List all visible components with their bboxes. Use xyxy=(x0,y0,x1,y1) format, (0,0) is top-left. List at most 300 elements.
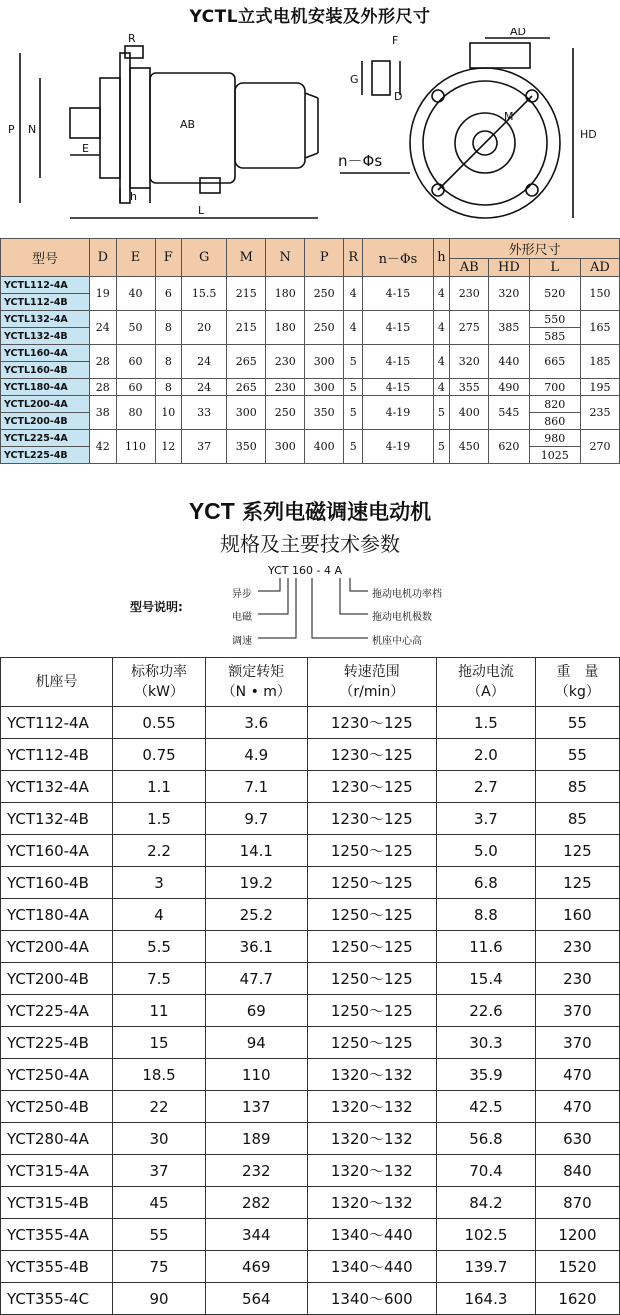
spec-cell: YCT355-4C xyxy=(1,1283,113,1315)
spec-cell: 5.0 xyxy=(437,835,536,867)
legend-label: 型号说明: xyxy=(130,600,183,614)
spec-header-unit: （kg） xyxy=(554,684,600,700)
spec-row xyxy=(1,771,620,803)
dim-cell-l: 585 xyxy=(529,328,580,345)
dim-cell: 4 xyxy=(433,277,450,311)
spec-header-name: 拖动电流 xyxy=(457,664,514,680)
spec-cell: 42.5 xyxy=(437,1091,536,1123)
dim-cell-l: 700 xyxy=(529,379,580,396)
spec-cell: 2.2 xyxy=(113,835,206,867)
spec-cell: 19.2 xyxy=(206,867,307,899)
dim-cell-l: 665 xyxy=(529,345,580,379)
spec-row xyxy=(1,1091,620,1123)
dim-cell: 350 xyxy=(305,396,344,430)
spec-cell: 90 xyxy=(113,1283,206,1315)
dim-cell: 320 xyxy=(450,345,489,379)
spec-header-unit: （A） xyxy=(467,684,505,700)
spec-cell: 2.7 xyxy=(437,771,536,803)
spec-cell: YCT315-4A xyxy=(1,1155,113,1187)
label-l: L xyxy=(198,204,205,217)
dim-cell: 4-15 xyxy=(363,379,433,396)
dim-header-col: G xyxy=(182,239,227,277)
spec-cell: 1520 xyxy=(535,1251,619,1283)
spec-cell: YCT160-4B xyxy=(1,867,113,899)
spec-table xyxy=(0,657,620,1315)
dim-row xyxy=(1,311,620,328)
spec-cell: YCT132-4B xyxy=(1,803,113,835)
spec-cell: 870 xyxy=(535,1187,619,1219)
spec-header xyxy=(307,658,437,707)
spec-cell: 1.5 xyxy=(113,803,206,835)
spec-cell: 36.1 xyxy=(206,931,307,963)
dim-cell: 230 xyxy=(450,277,489,311)
spec-cell: 85 xyxy=(535,803,619,835)
dim-cell-ad: 270 xyxy=(580,430,619,464)
spec-row xyxy=(1,963,620,995)
spec-header xyxy=(437,658,536,707)
label-g: G xyxy=(350,73,359,86)
spec-cell: 1230～125 xyxy=(307,771,437,803)
spec-cell: 230 xyxy=(535,963,619,995)
spec-cell: 85 xyxy=(535,771,619,803)
dim-cell: 5 xyxy=(344,379,363,396)
spec-row xyxy=(1,899,620,931)
dim-model: YCTL225-4B xyxy=(1,447,90,464)
spec-cell: 22.6 xyxy=(437,995,536,1027)
dim-cell: 28 xyxy=(90,379,117,396)
spec-cell: 3 xyxy=(113,867,206,899)
spec-row xyxy=(1,835,620,867)
spec-row xyxy=(1,931,620,963)
dim-cell: 4-15 xyxy=(363,277,433,311)
dim-cell-ad: 195 xyxy=(580,379,619,396)
spec-cell: 344 xyxy=(206,1219,307,1251)
dim-model: YCTL200-4A xyxy=(1,396,90,413)
spec-header-name: 额定转矩 xyxy=(228,664,285,680)
dim-cell: 620 xyxy=(489,430,529,464)
spec-cell: YCT355-4A xyxy=(1,1219,113,1251)
spec-cell: 45 xyxy=(113,1187,206,1219)
dim-cell: 80 xyxy=(116,396,155,430)
spec-cell: 18.5 xyxy=(113,1059,206,1091)
spec-header-name: 机座号 xyxy=(35,674,78,690)
spec-cell: 22 xyxy=(113,1091,206,1123)
spec-cell: 84.2 xyxy=(437,1187,536,1219)
dim-header-col: n－Φs xyxy=(363,239,433,277)
spec-row xyxy=(1,739,620,771)
spec-cell: 1620 xyxy=(535,1283,619,1315)
spec-cell: 1250～125 xyxy=(307,899,437,931)
spec-cell: 75 xyxy=(113,1251,206,1283)
dim-cell: 12 xyxy=(155,430,182,464)
spec-row xyxy=(1,1219,620,1251)
dim-cell: 33 xyxy=(182,396,227,430)
spec-cell: 1250～125 xyxy=(307,867,437,899)
spec-cell: 137 xyxy=(206,1091,307,1123)
dim-cell: 40 xyxy=(116,277,155,311)
dim-cell: 4 xyxy=(433,311,450,345)
dim-cell: 5 xyxy=(433,430,450,464)
section-heading: YCT 系列电磁调速电动机 xyxy=(188,498,432,524)
dim-cell-l: 820 xyxy=(529,396,580,413)
label-h: h xyxy=(130,190,137,203)
spec-header xyxy=(113,658,206,707)
dim-cell: 4-15 xyxy=(363,345,433,379)
spec-cell: 1320～132 xyxy=(307,1187,437,1219)
spec-header-unit: （N • m） xyxy=(221,684,291,700)
dim-cell-ad: 165 xyxy=(580,311,619,345)
dim-row xyxy=(1,430,620,447)
dim-cell-l: 860 xyxy=(529,413,580,430)
dim-model: YCTL160-4A xyxy=(1,345,90,362)
spec-cell: YCT200-4B xyxy=(1,963,113,995)
spec-row xyxy=(1,1027,620,1059)
label-p: P xyxy=(8,123,15,136)
spec-cell: 125 xyxy=(535,867,619,899)
spec-cell: 11.6 xyxy=(437,931,536,963)
dim-row xyxy=(1,345,620,362)
spec-cell: 14.1 xyxy=(206,835,307,867)
dim-cell: 4 xyxy=(344,277,363,311)
dim-cell: 50 xyxy=(116,311,155,345)
dim-row xyxy=(1,396,620,413)
dim-cell: 350 xyxy=(227,430,266,464)
legend-leaders xyxy=(0,560,620,652)
spec-cell: YCT160-4A xyxy=(1,835,113,867)
dim-header-col: P xyxy=(305,239,344,277)
dim-cell: 300 xyxy=(305,345,344,379)
legend-left-0: 异步 xyxy=(232,589,252,600)
dim-cell: 400 xyxy=(305,430,344,464)
spec-cell: 1320～132 xyxy=(307,1123,437,1155)
spec-cell: YCT355-4B xyxy=(1,1251,113,1283)
spec-cell: 8.8 xyxy=(437,899,536,931)
dim-cell: 24 xyxy=(182,345,227,379)
spec-cell: YCT225-4A xyxy=(1,995,113,1027)
spec-cell: 370 xyxy=(535,1027,619,1059)
label-holes: n－Φs xyxy=(338,152,383,170)
dim-cell: 28 xyxy=(90,345,117,379)
spec-cell: 4 xyxy=(113,899,206,931)
spec-cell: 470 xyxy=(535,1091,619,1123)
spec-cell: YCT112-4A xyxy=(1,707,113,739)
spec-header-name: 标称功率 xyxy=(131,664,188,680)
spec-cell: 1.1 xyxy=(113,771,206,803)
dim-cell: 8 xyxy=(155,345,182,379)
model-legend xyxy=(0,560,620,652)
spec-header xyxy=(206,658,307,707)
dim-cell: 8 xyxy=(155,311,182,345)
dim-model: YCTL132-4B xyxy=(1,328,90,345)
label-n: N xyxy=(28,123,37,136)
dim-cell: 110 xyxy=(116,430,155,464)
spec-cell: 30.3 xyxy=(437,1027,536,1059)
dim-cell: 24 xyxy=(182,379,227,396)
dim-cell: 8 xyxy=(155,379,182,396)
dim-cell: 300 xyxy=(227,396,266,430)
spec-cell: 564 xyxy=(206,1283,307,1315)
dim-cell: 42 xyxy=(90,430,117,464)
spec-row xyxy=(1,1251,620,1283)
spec-cell: 1250～125 xyxy=(307,1027,437,1059)
dim-cell: 4-15 xyxy=(363,311,433,345)
spec-cell: 0.75 xyxy=(113,739,206,771)
label-ab: AB xyxy=(180,118,196,131)
spec-cell: 35.9 xyxy=(437,1059,536,1091)
spec-cell: 55 xyxy=(535,739,619,771)
dim-cell-l: 1025 xyxy=(529,447,580,464)
dim-cell: 19 xyxy=(90,277,117,311)
dim-cell: 490 xyxy=(489,379,529,396)
dim-cell: 24 xyxy=(90,311,117,345)
dim-cell: 180 xyxy=(266,311,305,345)
spec-header-unit: （kW） xyxy=(134,684,184,700)
spec-cell: YCT225-4B xyxy=(1,1027,113,1059)
spec-cell: 7.1 xyxy=(206,771,307,803)
dim-cell: 355 xyxy=(450,379,489,396)
dim-cell-l: 980 xyxy=(529,430,580,447)
spec-cell: 55 xyxy=(535,707,619,739)
motor-drawing xyxy=(0,28,620,236)
dim-model: YCTL200-4B xyxy=(1,413,90,430)
dim-row xyxy=(1,277,620,294)
dim-model: YCTL132-4A xyxy=(1,311,90,328)
dim-cell: 180 xyxy=(266,277,305,311)
dim-cell: 275 xyxy=(450,311,489,345)
dim-cell: 20 xyxy=(182,311,227,345)
spec-cell: 1.5 xyxy=(437,707,536,739)
spec-row xyxy=(1,803,620,835)
spec-cell: 282 xyxy=(206,1187,307,1219)
spec-header xyxy=(1,658,113,707)
label-r: R xyxy=(128,32,136,45)
dim-cell: 5 xyxy=(344,396,363,430)
spec-cell: 30 xyxy=(113,1123,206,1155)
spec-cell: 139.7 xyxy=(437,1251,536,1283)
spec-cell: 230 xyxy=(535,931,619,963)
spec-cell: YCT112-4B xyxy=(1,739,113,771)
page-title: YCTL立式电机安装及外形尺寸 xyxy=(189,7,431,27)
spec-cell: 11 xyxy=(113,995,206,1027)
spec-cell: 3.6 xyxy=(206,707,307,739)
spec-cell: 55 xyxy=(113,1219,206,1251)
spec-cell: 102.5 xyxy=(437,1219,536,1251)
dim-cell: 4-19 xyxy=(363,396,433,430)
legend-left-1: 电磁 xyxy=(232,612,252,623)
spec-cell: 189 xyxy=(206,1123,307,1155)
dim-cell: 60 xyxy=(116,379,155,396)
dim-header-col: N xyxy=(266,239,305,277)
spec-cell: YCT250-4B xyxy=(1,1091,113,1123)
dim-header-col: R xyxy=(344,239,363,277)
label-hd: HD xyxy=(580,128,597,141)
spec-cell: 469 xyxy=(206,1251,307,1283)
spec-cell: 470 xyxy=(535,1059,619,1091)
spec-row xyxy=(1,1283,620,1315)
spec-cell: 47.7 xyxy=(206,963,307,995)
spec-cell: 840 xyxy=(535,1155,619,1187)
dim-cell: 230 xyxy=(266,345,305,379)
dim-cell-l: 520 xyxy=(529,277,580,311)
spec-header-unit: （r/min） xyxy=(339,684,405,700)
spec-row xyxy=(1,995,620,1027)
spec-cell: 56.8 xyxy=(437,1123,536,1155)
dim-model: YCTL112-4B xyxy=(1,294,90,311)
dim-cell: 10 xyxy=(155,396,182,430)
dim-cell: 440 xyxy=(489,345,529,379)
dim-cell: 385 xyxy=(489,311,529,345)
spec-cell: 160 xyxy=(535,899,619,931)
dim-cell: 38 xyxy=(90,396,117,430)
dim-cell: 4 xyxy=(344,311,363,345)
spec-cell: 1250～125 xyxy=(307,835,437,867)
dim-header-col: h xyxy=(433,239,450,277)
spec-row xyxy=(1,1187,620,1219)
spec-cell: 3.7 xyxy=(437,803,536,835)
spec-cell: 94 xyxy=(206,1027,307,1059)
dim-cell: 6 xyxy=(155,277,182,311)
spec-cell: 1250～125 xyxy=(307,963,437,995)
spec-cell: 164.3 xyxy=(437,1283,536,1315)
dim-cell: 300 xyxy=(266,430,305,464)
dim-cell: 5 xyxy=(433,396,450,430)
spec-cell: 70.4 xyxy=(437,1155,536,1187)
label-e: E xyxy=(82,142,89,155)
spec-cell: 6.8 xyxy=(437,867,536,899)
spec-cell: 2.0 xyxy=(437,739,536,771)
legend-left-2: 调速 xyxy=(232,636,252,647)
spec-cell: YCT315-4B xyxy=(1,1187,113,1219)
legend-right-2: 机座中心高 xyxy=(372,636,422,647)
spec-cell: 1200 xyxy=(535,1219,619,1251)
spec-cell: 1250～125 xyxy=(307,931,437,963)
label-m: M xyxy=(504,110,514,123)
spec-cell: 0.55 xyxy=(113,707,206,739)
spec-cell: YCT280-4A xyxy=(1,1123,113,1155)
dim-cell: 450 xyxy=(450,430,489,464)
spec-cell: 5.5 xyxy=(113,931,206,963)
label-f: F xyxy=(392,34,399,47)
dim-cell: 320 xyxy=(489,277,529,311)
dim-cell: 4 xyxy=(433,345,450,379)
spec-row xyxy=(1,867,620,899)
spec-cell: 110 xyxy=(206,1059,307,1091)
dim-cell: 265 xyxy=(227,379,266,396)
spec-cell: YCT250-4A xyxy=(1,1059,113,1091)
dim-cell: 300 xyxy=(305,379,344,396)
spec-cell: 9.7 xyxy=(206,803,307,835)
dim-row xyxy=(1,379,620,396)
dim-header-sub: AB xyxy=(450,259,489,277)
spec-header-name: 重 量 xyxy=(556,664,599,680)
spec-cell: 630 xyxy=(535,1123,619,1155)
spec-cell: 1320～132 xyxy=(307,1059,437,1091)
dim-cell: 250 xyxy=(305,277,344,311)
spec-row xyxy=(1,1155,620,1187)
spec-cell: 7.5 xyxy=(113,963,206,995)
dim-header-sub: HD xyxy=(489,259,529,277)
label-ad: AD xyxy=(510,28,526,38)
dim-header-col: D xyxy=(90,239,117,277)
spec-cell: 69 xyxy=(206,995,307,1027)
spec-cell: 1320～132 xyxy=(307,1091,437,1123)
dim-header-col: M xyxy=(227,239,266,277)
legend-code: YCT 160 - 4 A xyxy=(268,564,342,577)
dim-header-group: 外形尺寸 xyxy=(450,239,620,259)
dim-header-sub: AD xyxy=(580,259,619,277)
spec-row xyxy=(1,1123,620,1155)
spec-cell: 125 xyxy=(535,835,619,867)
dim-cell: 400 xyxy=(450,396,489,430)
dim-header-sub: L xyxy=(529,259,580,277)
label-d: D xyxy=(394,90,403,103)
dim-cell: 250 xyxy=(266,396,305,430)
spec-cell: 1230～125 xyxy=(307,803,437,835)
spec-cell: YCT200-4A xyxy=(1,931,113,963)
legend-right-0: 拖动电机功率档 xyxy=(372,589,442,600)
spec-cell: 232 xyxy=(206,1155,307,1187)
dim-model: YCTL225-4A xyxy=(1,430,90,447)
dim-cell: 250 xyxy=(305,311,344,345)
spec-cell: YCT132-4A xyxy=(1,771,113,803)
spec-cell: 15.4 xyxy=(437,963,536,995)
spec-cell: 370 xyxy=(535,995,619,1027)
spec-cell: 1230～125 xyxy=(307,707,437,739)
dimension-table xyxy=(0,238,620,464)
dim-cell: 230 xyxy=(266,379,305,396)
dim-cell-l: 550 xyxy=(529,311,580,328)
dim-cell: 15.5 xyxy=(182,277,227,311)
legend-right-1: 拖动电机极数 xyxy=(372,612,432,623)
dim-cell: 265 xyxy=(227,345,266,379)
spec-cell: 1250～125 xyxy=(307,995,437,1027)
spec-cell: 1340～440 xyxy=(307,1219,437,1251)
dim-cell: 60 xyxy=(116,345,155,379)
dim-cell: 5 xyxy=(344,430,363,464)
spec-cell: YCT180-4A xyxy=(1,899,113,931)
spec-row xyxy=(1,1059,620,1091)
dim-cell-ad: 150 xyxy=(580,277,619,311)
dim-header-col: E xyxy=(116,239,155,277)
spec-cell: 37 xyxy=(113,1155,206,1187)
spec-cell: 1340～600 xyxy=(307,1283,437,1315)
spec-header xyxy=(535,658,619,707)
dim-cell-ad: 235 xyxy=(580,396,619,430)
dim-cell: 4 xyxy=(433,379,450,396)
dim-model: YCTL160-4B xyxy=(1,362,90,379)
spec-cell: 15 xyxy=(113,1027,206,1059)
dim-cell: 4-19 xyxy=(363,430,433,464)
dim-cell: 5 xyxy=(344,345,363,379)
spec-row xyxy=(1,707,620,739)
dim-header-col: F xyxy=(155,239,182,277)
dim-cell: 545 xyxy=(489,396,529,430)
dim-cell: 215 xyxy=(227,311,266,345)
dim-model: YCTL112-4A xyxy=(1,277,90,294)
dim-header-model: 型号 xyxy=(1,239,90,277)
dim-cell: 37 xyxy=(182,430,227,464)
spec-header-name: 转速范围 xyxy=(343,664,400,680)
spec-cell: 1230～125 xyxy=(307,739,437,771)
dim-cell: 215 xyxy=(227,277,266,311)
spec-cell: 1320～132 xyxy=(307,1155,437,1187)
spec-cell: 4.9 xyxy=(206,739,307,771)
section-subheading: 规格及主要技术参数 xyxy=(220,532,400,556)
dim-model: YCTL180-4A xyxy=(1,379,90,396)
dim-cell-ad: 185 xyxy=(580,345,619,379)
spec-cell: 25.2 xyxy=(206,899,307,931)
spec-cell: 1340～440 xyxy=(307,1251,437,1283)
